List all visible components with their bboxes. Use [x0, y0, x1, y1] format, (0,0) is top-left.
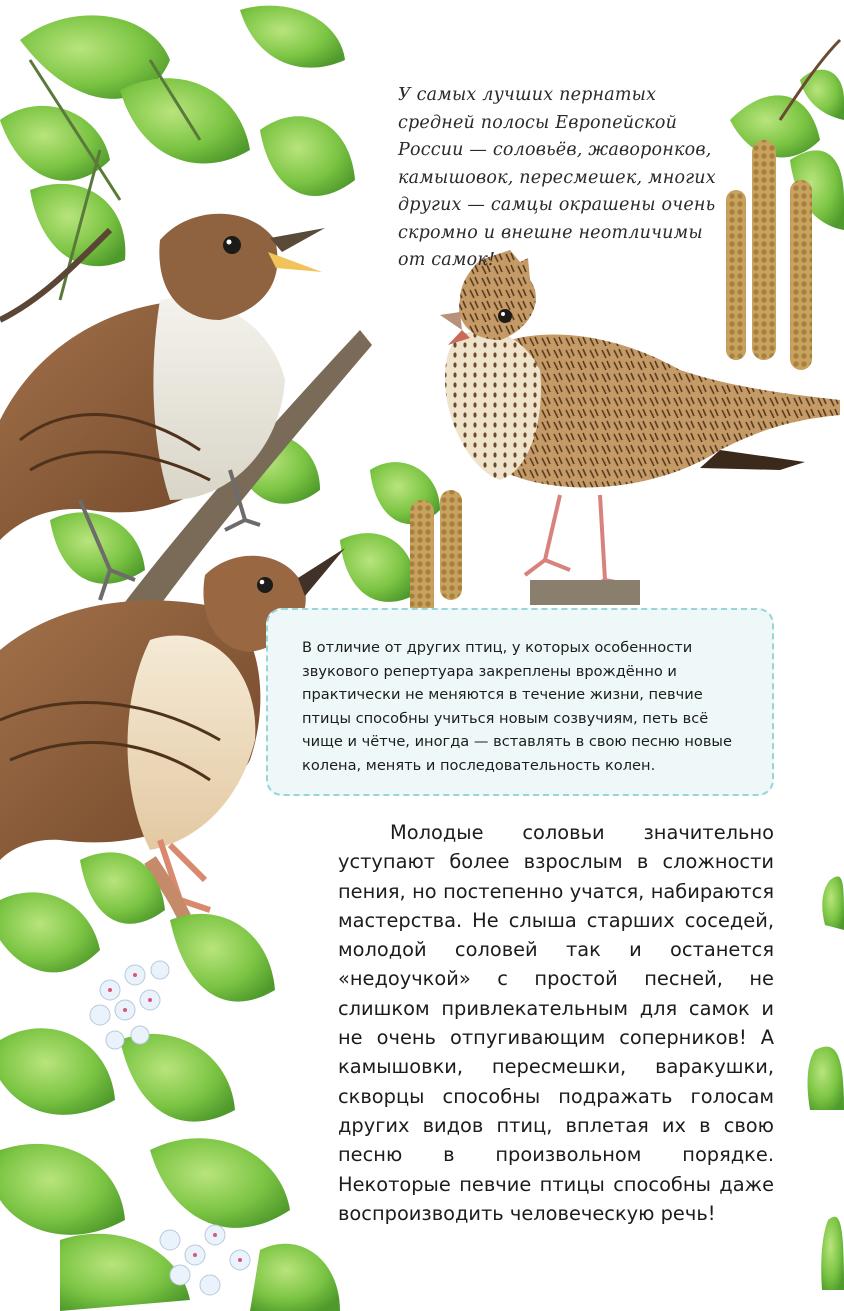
intro-note	[398, 82, 718, 275]
body-paragraph: Молодые соловьи значительно уступают более взрослым в сложности пения, но постепенно учатся, набираются мастерства. Не слыша старших соседей, молодой соловей так и останется «недоучкой» с простой песней, не слишком привлекательным для самок и не очень отпугивающим соперников! А камышовки, пересмешки, варакушки, скворцы способны подражать голосам других видов птиц, вплетая их в свою песню в произвольном порядке. Некоторые певчие птицы способны даже воспроизводить человеческую речь!	[338, 821, 774, 1225]
skylark	[440, 250, 840, 605]
nightingale-top	[0, 214, 325, 600]
callout-text: В отличие от других птиц, у которых особенности звукового репертуара закреплены врождённо и практически не меняются в течение жизни, певчие птицы способны учиться новым созвучиям, петь всё чище и чётче, иногда — вставлять в свою песню новые колена, менять и последовательность колен.	[302, 639, 732, 774]
main-text	[338, 818, 774, 1228]
info-callout	[266, 608, 774, 796]
leaves-right-edge	[808, 877, 844, 1290]
hawthorn-bottom-left	[0, 852, 340, 1311]
intro-note-text: У самых лучших пернатых средней полосы Европейской России — соловьёв, жаворонков, камышовок, пересмешек, многих других — самцы окрашены очень скромно и внешне неотличимы от самок!	[398, 85, 716, 270]
